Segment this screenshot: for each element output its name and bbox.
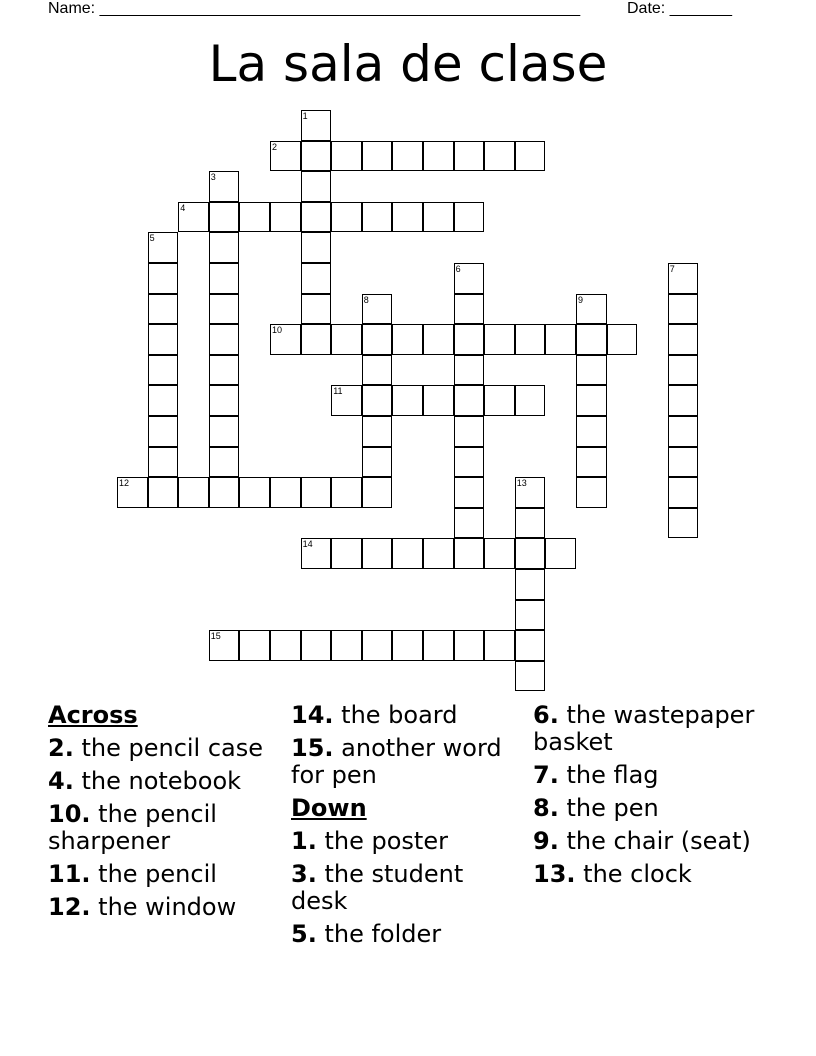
grid-cell[interactable] xyxy=(454,477,485,508)
grid-cell[interactable] xyxy=(392,630,423,661)
grid-cell[interactable] xyxy=(576,355,607,386)
grid-cell[interactable] xyxy=(668,447,699,478)
grid-cell[interactable] xyxy=(239,202,270,233)
grid-cell[interactable] xyxy=(454,508,485,539)
across-clue-14 xyxy=(291,702,523,729)
down-clue-7 xyxy=(533,762,765,789)
grid-cell[interactable] xyxy=(362,538,393,569)
grid-cell[interactable] xyxy=(209,232,240,263)
grid-cell[interactable] xyxy=(362,385,393,416)
down-heading: Down xyxy=(291,794,367,822)
grid-cell[interactable] xyxy=(301,110,332,141)
grid-cell[interactable] xyxy=(454,447,485,478)
grid-cell[interactable] xyxy=(331,385,362,416)
clue-number: 7. xyxy=(533,761,559,789)
grid-cell[interactable] xyxy=(301,477,332,508)
grid-cell[interactable] xyxy=(545,324,576,355)
grid-cell[interactable] xyxy=(515,477,546,508)
date-field[interactable]: Date: _______ xyxy=(627,0,732,17)
grid-cell[interactable] xyxy=(423,202,454,233)
grid-cell[interactable] xyxy=(423,630,454,661)
grid-cell[interactable] xyxy=(515,661,546,692)
clue-number: 13. xyxy=(533,860,576,888)
clue-column-1 xyxy=(48,702,280,927)
down-clue-8 xyxy=(533,795,765,822)
grid-cell[interactable] xyxy=(576,447,607,478)
grid-cell[interactable] xyxy=(576,477,607,508)
grid-cell[interactable] xyxy=(423,141,454,172)
clue-text: the chair (seat) xyxy=(566,827,751,855)
grid-cell[interactable] xyxy=(362,202,393,233)
grid-cell[interactable] xyxy=(209,477,240,508)
clue-text: the wastepaper basket xyxy=(533,701,755,756)
down-clue-1 xyxy=(291,828,523,855)
clue-text: the poster xyxy=(324,827,448,855)
grid-cell[interactable] xyxy=(301,263,332,294)
grid-cell[interactable] xyxy=(668,508,699,539)
grid-cell[interactable] xyxy=(668,355,699,386)
cell-number: 12 xyxy=(119,478,130,489)
grid-cell[interactable] xyxy=(209,202,240,233)
grid-cell[interactable] xyxy=(148,324,179,355)
grid-cell[interactable] xyxy=(515,569,546,600)
grid-cell[interactable] xyxy=(362,294,393,325)
grid-cell[interactable] xyxy=(668,263,699,294)
grid-cell[interactable] xyxy=(209,385,240,416)
grid-cell[interactable] xyxy=(331,477,362,508)
cell-number: 11 xyxy=(333,386,343,397)
grid-cell[interactable] xyxy=(454,385,485,416)
grid-cell[interactable] xyxy=(515,508,546,539)
clue-text: the clock xyxy=(583,860,692,888)
clue-number: 14. xyxy=(291,701,334,729)
grid-cell[interactable] xyxy=(484,630,515,661)
grid-cell[interactable] xyxy=(545,538,576,569)
grid-cell[interactable] xyxy=(209,263,240,294)
grid-cell[interactable] xyxy=(362,447,393,478)
grid-cell[interactable] xyxy=(209,630,240,661)
clue-column-2 xyxy=(291,702,523,954)
across-clue-10 xyxy=(48,801,280,855)
clue-text: another word for pen xyxy=(291,734,502,789)
grid-cell[interactable] xyxy=(576,385,607,416)
grid-cell[interactable] xyxy=(668,294,699,325)
cell-number: 10 xyxy=(272,325,283,336)
grid-cell[interactable] xyxy=(668,416,699,447)
cell-number: 3 xyxy=(210,172,216,183)
grid-cell[interactable] xyxy=(454,202,485,233)
down-clue-5 xyxy=(291,921,523,948)
grid-cell[interactable] xyxy=(270,324,301,355)
down-clue-9 xyxy=(533,828,765,855)
grid-cell[interactable] xyxy=(392,141,423,172)
grid-cell[interactable] xyxy=(148,447,179,478)
cell-number: 7 xyxy=(669,264,675,274)
clue-text: the student desk xyxy=(291,860,464,915)
across-clue-4 xyxy=(48,768,280,795)
grid-cell[interactable] xyxy=(270,141,301,172)
grid-cell[interactable] xyxy=(454,263,485,294)
grid-cell[interactable] xyxy=(301,171,332,202)
cell-number: 14 xyxy=(302,539,313,550)
grid-cell[interactable] xyxy=(117,477,148,508)
grid-cell[interactable] xyxy=(148,263,179,294)
clue-number: 2. xyxy=(48,734,74,762)
grid-cell[interactable] xyxy=(576,294,607,325)
grid-cell[interactable] xyxy=(362,141,393,172)
grid-cell[interactable] xyxy=(148,232,179,263)
down-clue-3 xyxy=(291,861,523,915)
grid-cell[interactable] xyxy=(239,477,270,508)
grid-cell[interactable] xyxy=(301,294,332,325)
grid-cell[interactable] xyxy=(668,385,699,416)
grid-cell[interactable] xyxy=(515,141,546,172)
cell-number: 4 xyxy=(180,202,186,213)
clue-number: 11. xyxy=(48,860,91,888)
grid-cell[interactable] xyxy=(301,324,332,355)
grid-cell[interactable] xyxy=(392,538,423,569)
grid-cell[interactable] xyxy=(668,477,699,508)
grid-cell[interactable] xyxy=(454,324,485,355)
grid-cell[interactable] xyxy=(423,538,454,569)
across-clue-12 xyxy=(48,894,280,921)
grid-cell[interactable] xyxy=(454,630,485,661)
clue-number: 6. xyxy=(533,701,559,729)
grid-cell[interactable] xyxy=(331,324,362,355)
cell-number: 1 xyxy=(302,111,308,121)
clue-text: the pencil xyxy=(98,860,217,888)
clue-number: 12. xyxy=(48,893,91,921)
grid-cell[interactable] xyxy=(301,630,332,661)
grid-cell[interactable] xyxy=(515,538,546,569)
grid-cell[interactable] xyxy=(209,447,240,478)
cell-number: 9 xyxy=(578,294,584,305)
grid-cell[interactable] xyxy=(301,202,332,233)
grid-cell[interactable] xyxy=(576,324,607,355)
grid-cell[interactable] xyxy=(209,294,240,325)
grid-cell[interactable] xyxy=(148,477,179,508)
cell-number: 13 xyxy=(516,478,527,489)
clue-number: 9. xyxy=(533,827,559,855)
clue-number: 15. xyxy=(291,734,334,762)
grid-cell[interactable] xyxy=(515,600,546,631)
grid-cell[interactable] xyxy=(362,324,393,355)
grid-cell[interactable] xyxy=(301,141,332,172)
clue-text: the window xyxy=(98,893,237,921)
grid-cell[interactable] xyxy=(454,416,485,447)
grid-cell[interactable] xyxy=(454,294,485,325)
name-field[interactable]: Name: ______________________________________________________ xyxy=(48,0,581,17)
grid-cell[interactable] xyxy=(484,324,515,355)
grid-cell[interactable] xyxy=(239,630,270,661)
grid-cell[interactable] xyxy=(484,141,515,172)
grid-cell[interactable] xyxy=(392,385,423,416)
grid-cell[interactable] xyxy=(515,385,546,416)
cell-number: 2 xyxy=(272,141,278,152)
grid-cell[interactable] xyxy=(270,477,301,508)
cell-number: 8 xyxy=(363,294,369,305)
across-clue-15 xyxy=(291,735,523,789)
grid-cell[interactable] xyxy=(209,355,240,386)
page-title: La sala de clase xyxy=(208,35,608,93)
grid-cell[interactable] xyxy=(331,141,362,172)
grid-cell[interactable] xyxy=(362,630,393,661)
grid-cell[interactable] xyxy=(209,324,240,355)
grid-cell[interactable] xyxy=(362,355,393,386)
grid-cell[interactable] xyxy=(668,324,699,355)
clue-number: 4. xyxy=(48,767,74,795)
clue-number: 8. xyxy=(533,794,559,822)
grid-cell[interactable] xyxy=(484,385,515,416)
grid-cell[interactable] xyxy=(515,324,546,355)
grid-cell[interactable] xyxy=(148,385,179,416)
grid-cell[interactable] xyxy=(270,202,301,233)
grid-cell[interactable] xyxy=(331,630,362,661)
grid-cell[interactable] xyxy=(301,232,332,263)
grid-cell[interactable] xyxy=(454,141,485,172)
grid-cell[interactable] xyxy=(209,416,240,447)
grid-cell[interactable] xyxy=(392,324,423,355)
grid-cell[interactable] xyxy=(270,630,301,661)
grid-cell[interactable] xyxy=(362,477,393,508)
clue-text: the pencil sharpener xyxy=(48,800,217,855)
clue-number: 3. xyxy=(291,860,317,888)
grid-cell[interactable] xyxy=(576,416,607,447)
grid-cell[interactable] xyxy=(301,538,332,569)
grid-cell[interactable] xyxy=(484,538,515,569)
clue-column-3 xyxy=(533,702,765,894)
grid-cell[interactable] xyxy=(331,538,362,569)
clue-text: the folder xyxy=(324,920,442,948)
grid-cell[interactable] xyxy=(607,324,638,355)
across-clue-2 xyxy=(48,735,280,762)
grid-cell[interactable] xyxy=(362,416,393,447)
grid-cell[interactable] xyxy=(178,202,209,233)
clue-text: the flag xyxy=(566,761,659,789)
grid-cell[interactable] xyxy=(423,385,454,416)
grid-cell[interactable] xyxy=(148,294,179,325)
cell-number: 6 xyxy=(455,264,461,274)
grid-cell[interactable] xyxy=(148,355,179,386)
grid-cell[interactable] xyxy=(454,355,485,386)
clue-number: 10. xyxy=(48,800,91,828)
cell-number: 5 xyxy=(149,233,155,244)
grid-cell[interactable] xyxy=(148,416,179,447)
grid-cell[interactable] xyxy=(392,202,423,233)
grid-cell[interactable] xyxy=(423,324,454,355)
clue-number: 5. xyxy=(291,920,317,948)
clue-text: the notebook xyxy=(81,767,242,795)
clue-text: the pencil case xyxy=(81,734,264,762)
down-clue-13 xyxy=(533,861,765,888)
grid-cell[interactable] xyxy=(178,477,209,508)
grid-cell[interactable] xyxy=(209,171,240,202)
clue-text: the pen xyxy=(566,794,659,822)
grid-cell[interactable] xyxy=(331,202,362,233)
across-heading: Across xyxy=(48,701,138,729)
clue-list xyxy=(48,702,778,1032)
down-clue-6 xyxy=(533,702,765,756)
cell-number: 15 xyxy=(210,631,221,642)
grid-cell[interactable] xyxy=(515,630,546,661)
grid-cell[interactable] xyxy=(454,538,485,569)
across-clue-11 xyxy=(48,861,280,888)
clue-text: the board xyxy=(341,701,458,729)
clue-number: 1. xyxy=(291,827,317,855)
